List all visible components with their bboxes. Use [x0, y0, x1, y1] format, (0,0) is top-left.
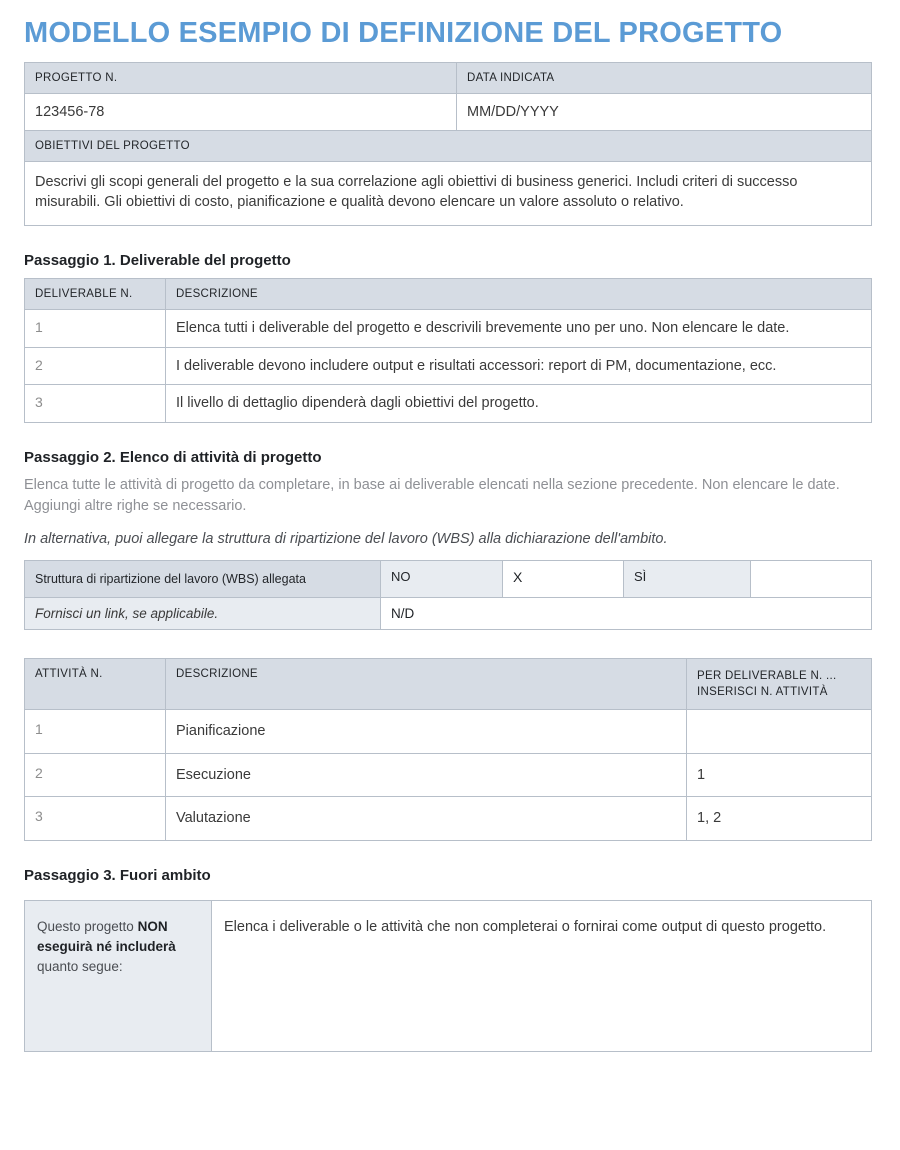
wbs-attachment-table: [24, 560, 872, 630]
activity-description[interactable]: Valutazione: [166, 797, 687, 841]
table-row: [25, 347, 872, 385]
activity-per-deliverable[interactable]: [687, 710, 872, 754]
wbs-option-no-value[interactable]: X: [503, 560, 624, 597]
value-project-no[interactable]: 123456-78: [25, 93, 457, 130]
table-row: [25, 310, 872, 348]
wbs-option-yes-label: SÌ: [624, 560, 751, 597]
deliverable-number: 2: [25, 347, 166, 385]
out-of-scope-label: [25, 900, 212, 1051]
activity-number: 1: [25, 710, 166, 754]
deliverable-number: 1: [25, 310, 166, 348]
out-of-scope-label-part1: Questo progetto: [37, 918, 138, 934]
activity-description[interactable]: Pianificazione: [166, 710, 687, 754]
deliverable-description[interactable]: I deliverable devono includere output e risultati accessori: report di PM, documentazione, ecc.: [166, 347, 872, 385]
table-row: [25, 161, 872, 225]
table-row: [25, 385, 872, 423]
table-row: [25, 753, 872, 797]
out-of-scope-body[interactable]: Elenca i deliverable o le attività che non completerai o fornirai come output di questo progetto.: [212, 900, 872, 1051]
header-objectives: OBIETTIVI DEL PROGETTO: [25, 130, 872, 161]
header-deliverable-no: DELIVERABLE N.: [25, 279, 166, 310]
activity-number: 2: [25, 753, 166, 797]
header-date-given: DATA INDICATA: [457, 62, 872, 93]
activity-per-deliverable[interactable]: 1, 2: [687, 797, 872, 841]
out-of-scope-table: [24, 900, 872, 1052]
value-objectives[interactable]: Descrivi gli scopi generali del progetto e la sua correlazione agli obiettivi di business generici. Includi criteri di successo misurabili. Gli obiettivi di costo, pianificazione e qualità devono elencare un valore assoluto o relativo.: [25, 161, 872, 225]
step3-heading: Passaggio 3. Fuori ambito: [24, 866, 211, 884]
header-deliverable-desc: DESCRIZIONE: [166, 279, 872, 310]
deliverable-number: 3: [25, 385, 166, 423]
table-row: [25, 93, 872, 130]
step2-intro-text: Elenca tutte le attività di progetto da completare, in base ai deliverable elencati nella sezione precedente. Non elencare le date. Aggiungi altre righe se necessario.: [24, 476, 840, 514]
header-activity-desc: DESCRIZIONE: [166, 658, 687, 709]
step2-alternative-text: In alternativa, puoi allegare la struttura di ripartizione del lavoro (WBS) alla dichiarazione dell'ambito.: [24, 530, 668, 547]
activity-per-deliverable[interactable]: 1: [687, 753, 872, 797]
project-info-table: [24, 62, 872, 226]
wbs-label: Struttura di ripartizione del lavoro (WBS) allegata: [25, 560, 381, 597]
activity-number: 3: [25, 797, 166, 841]
step2-heading: Passaggio 2. Elenco di attività di progetto: [24, 448, 322, 466]
document-page: [0, 18, 900, 1150]
activity-description[interactable]: Esecuzione: [166, 753, 687, 797]
table-row: [25, 900, 872, 1051]
header-per-deliverable-line1: PER DELIVERABLE N. ...: [697, 669, 837, 682]
activities-table: [24, 658, 872, 841]
value-date-given[interactable]: MM/DD/YYYY: [457, 93, 872, 130]
deliverable-description[interactable]: Elenca tutti i deliverable del progetto e descrivili brevemente uno per uno. Non elencare le date.: [166, 310, 872, 348]
table-header-row: [25, 279, 872, 310]
table-header-row: [25, 658, 872, 709]
wbs-link-label: Fornisci un link, se applicabile.: [25, 597, 381, 629]
table-row: [25, 710, 872, 754]
out-of-scope-label-bold: NON eseguirà né includerà: [37, 918, 176, 954]
header-per-deliverable-line2: INSERISCI N. ATTIVITÀ: [697, 685, 828, 698]
table-row: [25, 62, 872, 93]
deliverables-table: [24, 278, 872, 423]
table-row: [25, 597, 872, 629]
wbs-link-value[interactable]: N/D: [381, 597, 872, 629]
wbs-option-yes-value[interactable]: [751, 560, 872, 597]
page-title: MODELLO ESEMPIO DI DEFINIZIONE DEL PROGETTO: [24, 17, 783, 49]
table-row: [25, 797, 872, 841]
header-project-no: PROGETTO N.: [25, 62, 457, 93]
header-activity-no: ATTIVITÀ N.: [25, 658, 166, 709]
header-per-deliverable: [687, 658, 872, 709]
wbs-option-no-label: NO: [381, 560, 503, 597]
table-row: [25, 130, 872, 161]
deliverable-description[interactable]: Il livello di dettaglio dipenderà dagli obiettivi del progetto.: [166, 385, 872, 423]
out-of-scope-label-part2: quanto segue:: [37, 959, 123, 975]
table-row: [25, 560, 872, 597]
step1-heading: Passaggio 1. Deliverable del progetto: [24, 252, 291, 270]
